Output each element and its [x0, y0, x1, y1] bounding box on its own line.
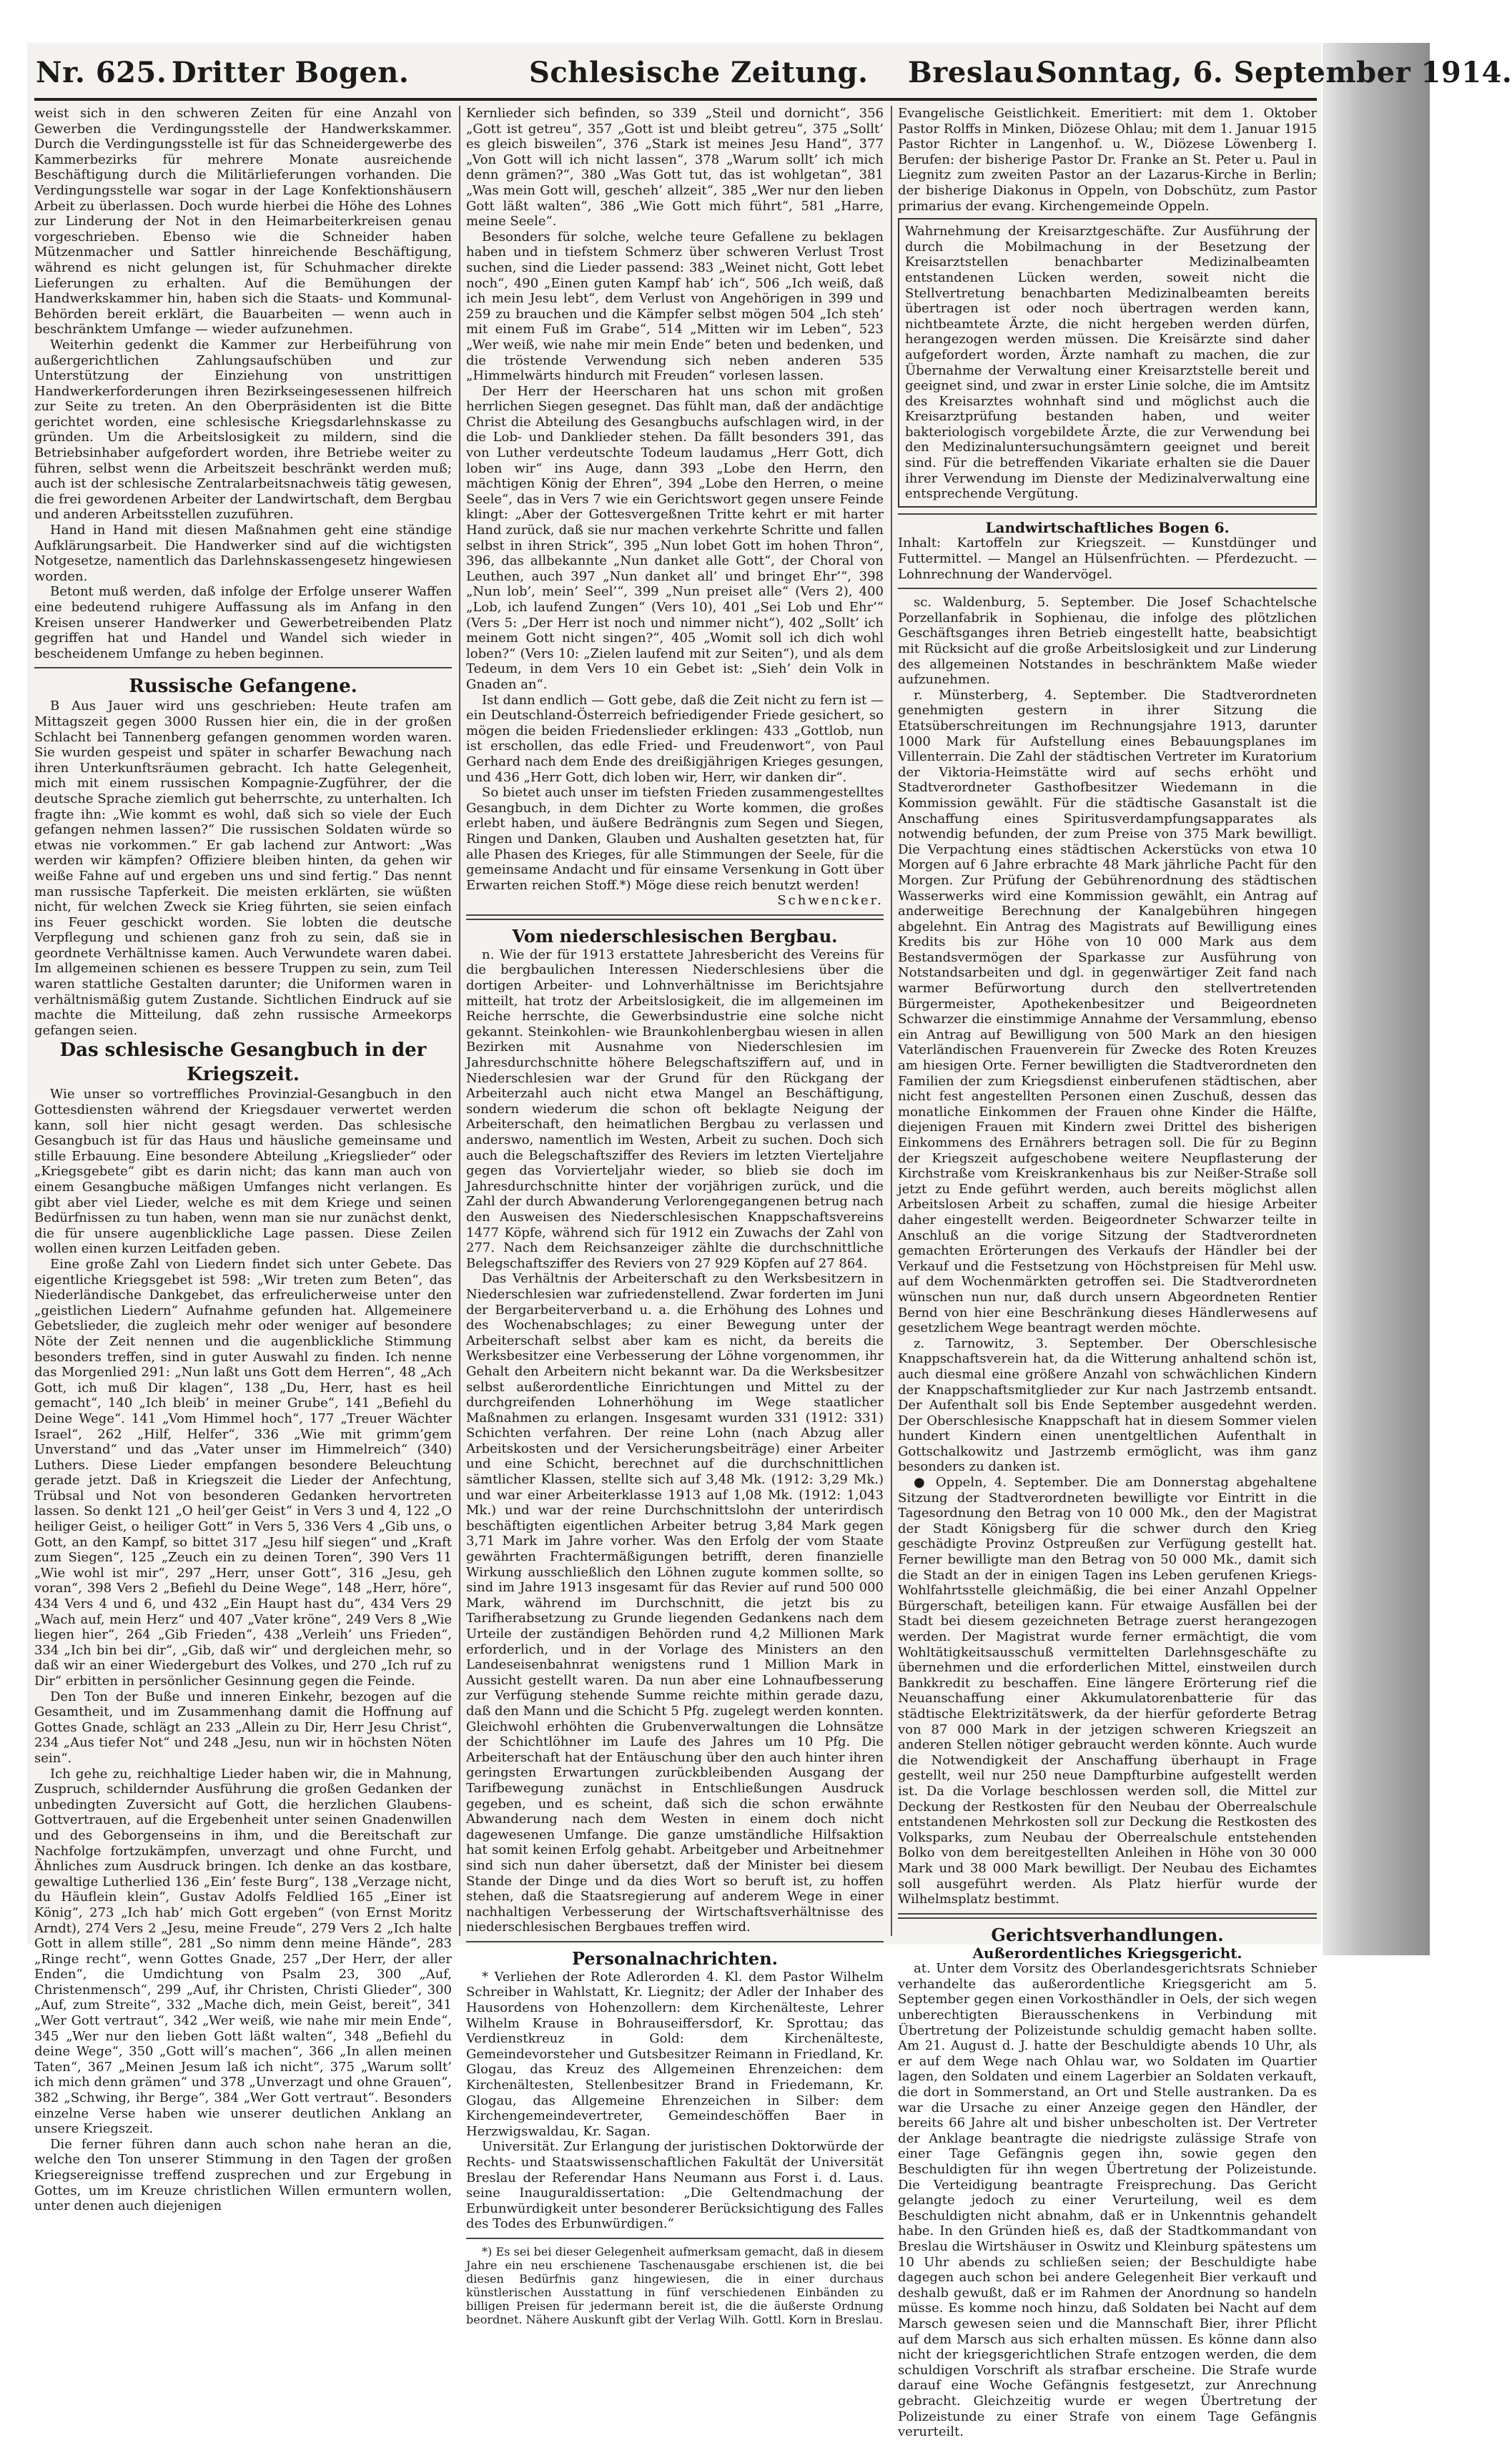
section-divider	[34, 667, 452, 668]
column-rule	[459, 106, 460, 1936]
paragraph: Betont muß werden, daß infolge der Erfolge unserer Waffen eine bedeutend ruhigere Auffassung als im Anfang in den Kreisen unserer Handwerker und Gewerbetreibenden Platz gegriffen hat und Handel und Wandel sich wieder in bescheidenem Umfange zu heben beginnen.	[34, 584, 452, 661]
headline-personalnachrichten: Personalnachrichten.	[572, 1947, 778, 1969]
subheadline-kriegsgericht: Außerordentliches Kriegsgericht.	[972, 1944, 1242, 1962]
paragraph: z. Tarnowitz, 3. September. Der Oberschlesische Knappschaftsverein hat, da die Witterung anhaltend schön ist, auch diesmal eine größere Anzahl von schwächlichen Kindern der Knappschaftsmitglieder zur Kur nach Jastrzemb entsandt. Der Aufenthalt soll bis Ende September ausgedehnt werden. Der Oberschlesische Knappschaft hat in diesem Sommer vielen hundert Kindern einen unentgeltlichen Aufenthalt in Gottschalkowitz und Jastrzemb ermöglicht, was ihm ganz besonders zu danken ist.	[898, 1335, 1317, 1475]
binding-edge-shadow	[1323, 43, 1430, 1955]
section-divider	[466, 914, 884, 920]
paragraph: Der Herr der Heerscharen hat uns schon mit großen herrlichen Siegen gesegnet. Das fühlt man, daß der andächtige Christ die Abteilung des Gesangbuchs aufschlagen wird, in der die Lob- und Danklieder stehen. Da fällt besonders 391, das von Luther verdeutschte Todeum laudamus „Herr Gott, dich loben wir“ ins Auge, dann 393 „Lobe den Herrn, den mächtigen König der Ehren“, 394 „Lobe den Herren, o meine Seele“, das in Vers 7 wie ein Gerichtswort gegen unsere Feinde klingt: „Aber der Gottesvergeßnen Tritte kehrt er mit harter Hand zurück, daß sie nur machen verkehrte Schritte und fallen selbst in ihren Strick“, 395 „Nun lobet Gott im hohen Thron“, 396, das allbekannte „Nun danket alle Gott“, der Choral von Leuthen, auch 397 „Nun danket all’ und bringet Ehr’“, 398 „Nun lob’, mein’ Seel’“, 399 „Nun preiset alle“ (Vers 2), 400 „Lob, ich laufend Zungen“ (Vers 10), 401 „Sei Lob und Ehr’“ (Vers 5: „Der Herr ist noch und nimmer nicht“), 402 „Sollt’ ich meinem Gott nicht singen?“, 405 „Womit soll ich dich wohl loben?“ (Vers 10: „Zielen laufend mit zur Seiten“), und als dem Tedeum, in dem Vers 10 ein Gebet ist: „Sieh’ dein Volk in Gnaden an“.	[466, 383, 884, 692]
column-2	[466, 106, 884, 2326]
section-divider	[898, 513, 1317, 515]
paragraph: at. Unter dem Vorsitz des Oberlandesgerichtsrats Schnieber verhandelte das außerordentliche Kriegsgericht am 5. September gegen einen Vorkosthändler in Oels, der sich wegen unberechtigten Bierausschenkens in Verbindung mit Übertretung der Polizeistunde schuldig gemacht haben sollte. Am 21. August d. J. hatte der Beschuldigte abends 10 Uhr, als er auf dem Wege nach Ohlau war, wo Soldaten im Quartier lagen, den Soldaten und einem Lagerbier an Soldaten verkauft, die dort in Sommerstand, an Ort und Stelle austranken. Da es war die Ursache zu einer Anzeige gegen den Händler, der bereits 66 Jahre alt und bisher unbescholten ist. Der Vertreter der Anklage beantragte die niedrigste zulässige Strafe von einer Tage Gefängnis gegen ihn, sowie gegen den Beschuldigten für ihn wegen Übertretung der Polizeistunde. Die Verteidigung beantragte Freisprechung. Das Gericht gelangte jedoch zu einer Verurteilung, weil es dem Beschuldigten nicht abnahm, daß er in Unkenntnis gehandelt habe. In den Gründen hieß es, daß der Stadtkommandant von Breslau die Wirtshäuser in Oswitz und Kleinburg spätestens um 10 Uhr abends zu schließen seien; der Beschuldigte habe dagegen auch schon bei andere Gelegenheit Bier verkauft und deshalb gewußt, daß er im Rahmen der Anordnung so handeln müsse. Es komme noch hinzu, daß Soldaten bei Nacht auf dem Marsch gewesen seien und die Mannschaft Bier, ihrer Pflicht auf dem Marsch aus sich erhalten müssen. Es könne dann also nicht der kriegsgerichtlichen Strafe entzogen werden, die dem schuldigen Vorschrift als strafbar erscheine. Die Strafe wurde darauf eine Woche Gefängnis festgesetzt, zur Anrechnung gebracht. Gleichzeitig wurde er wegen Übertretung der Polizeistunde zu einer Strafe von einem Tage Gefängnis verurteilt.	[898, 1961, 1317, 2440]
paragraph: Eine große Zahl von Liedern findet sich unter Gebete. Das eigentliche Kriegsgebet ist 598: „Wir treten zum Beten“, das Niederländische Dankgebet, das erfreulicherweise unter den „geistlichen Liedern“ Aufnahme gefunden hat. Allgemeinere Gebetslieder, die zugleich mehr oder weniger auf besondere Nöte der Zeit nennen und die augenblickliche Stimmung besonders treffen, sind in guter Auswahl zu finden. Ich nenne das Morgenlied 291: „Nun laßt uns Gott dem Herren“, 48 „Ach Gott, ich muß Dir klagen“, 138 „Du, Herr, hast es heil gemacht“, 140 „Ich bleib’ in meiner Grube“, 141 „Befiehl du Deine Wege“. 141 „Vom Himmel hoch“, 177 „Treuer Wächter Israel“, 262 „Hilf, Helfer“, 336 „Wie mit grimm’gem Unverstand“ und das „Vater unser im Himmelreich“ (340) Luthers. Diese Lieder empfangen besondere Beleuchtung gerade jetzt. Daß in Kriegszeit die Lieder der Anfechtung, Trübsal und Not von besonderen Gedanken hervortreten lassen. So denkt 121 „O heil’ger Geist“ in Vers 3 und 4, 122 „O heiliger Geist, o heiliger Gott“ in Vers 5, 336 Vers 4 „Gib uns, o Gott, an den Kampf, so bittet 317 „Jesu hilf siegen“ und „Kraft zum Siegen“, 125 „Zeuch ein zu deinen Toren“, 390 Vers 11 „Wie wohl ist mir“, 297 „Herr, unser Gott“, 316 „Jesu, geh voran“, 398 Vers 2 „Befiehl du Deine Wege“, 148 „Herr, höre“, 434 Vers 4 und 6, und 432 „Ein Haupt hast du“, 434 Vers 29 „Wach auf, mein Herz“ und 407 „Vater kröne“, 249 Vers 8 „Wie liegen hier“, 264 „Gib Frieden“, 438 „Verleih’ uns Frieden“, 334 „Ich bin bei dir“, „Gib, daß wir“ und dergleichen mehr, so daß wir an einer Wiedergeburt des Volkes, und 270 „Ich ruf zu Dir“ erbitten in persönlicher Gesinnung gegen die Feinde.	[34, 1256, 452, 1689]
paragraph: * Verliehen der Rote Adlerorden 4. Kl. dem Pastor Wilhelm Schreiber in Wahlstatt, Kr. Liegnitz; der Adler der Inhaber des Hausordens von Hohenzollern: dem Kirchenälteste, Lehrer Wilhelm Krause in Bohrauseiffersdorf, Kr. Sprottau; das Verdienstkreuz in Gold: dem Kirchenälteste, Gemeindevorsteher und Gutsbesitzer Reimann in Friedland, Kr. Glogau, das Kreuz des Allgemeinen Ehrenzeichen: dem Kirchenältesten, Stellenbesitzer Brand in Friedemann, Kr. Glogau, das Allgemeine Ehrenzeichen in Silber: dem Kirchengemeindevertreter, Gemeindeschöffen Baer in Herzwigswaldau, Kr. Sagan.	[466, 1969, 884, 2139]
paragraph: Wie unser so vortreffliches Provinzial-Gesangbuch in den Gottesdiensten während der Kriegsdauer verwertet werden kann, soll hier nicht gesagt werden. Das schlesische Gesangbuch ist für das Haus und häusliche gemeinsame und stille Erbauung. Eine besondere Abteilung „Kriegslieder“ oder „Kriegsgebete“ gibt es darin nicht; das kann man auch von einem Gesangbuche mäßigen Umfanges nicht verlangen. Es gibt aber viel Lieder, welche es mit dem Kriege und seinen Bedürfnissen zu tun haben, wenn man sie nur zunächst denkt, die für unsere augenblickliche Lage passen. Diese Zeilen wollen einen kurzen Leitfaden geben.	[34, 1087, 452, 1257]
issue-number: Nr. 625.	[36, 56, 167, 89]
paragraph: Ist dann endlich — Gott gebe, daß die Zeit nicht zu fern ist — ein Deutschland-Österreich befriedigender Friede gesichert, so mögen die beiden Friedenslieder erklingen: 433 „Gottlob, nun ist erschollen, das edle Fried- und Freudenwort“, von Paul Gerhard nach dem Ende des dreißigjährigen Krieges gesungen, und 436 „Herr Gott, dich loben wir, Herr, wir danken dir“.	[466, 692, 884, 785]
masthead-rule	[34, 98, 1317, 101]
paragraph: Ich gehe zu, reichhaltige Lieder haben wir, die in Mahnung, Zuspruch, schildernder Ausführung die großen Gedanken der unbedingten Zuversicht auf Gott, die herzlichen Glaubens-Gottvertrauen, auf die Ergebenheit unter seinen Gnadenwillen und des Geborgenseins in ihm, und die Bereitschaft zur Nachfolge fortzukämpfen, unverzagt und ohne Furcht, und Ähnliches zum Ausdruck bringen. Ich denke an das kostbare, gewaltige Lutherlied 136 „Ein’ feste Burg“, 138 „Verzage nicht, du Häuflein klein“, Gustav Adolfs Feldlied 165 „Einer ist König“, 273 „Ich hab’ mich Gott ergeben“ (von Ernst Moritz Arndt), 274 Vers 2 „Jesu, meine Freude“, 279 Vers 2 „Ich halte Gott in allem stille“, 281 „So nimm denn meine Hände“, 283 „Ringe recht“, wenn Gottes Gnade, 257 „Der Herr, der aller Enden“, die Umdichtung von Psalm 23, 300 „Auf, Christenmensch“, 299 „Auf, ihr Christen, Christi Glieder“, 300 „Auf, zum Streite“, 332 „Mache dich, mein Geist, bereit“, 341 „Wer Gott vertraut“, 342 „Wer weiß, wie nahe mir mein Ende“, 345 „Wer nur den lieben Gott läßt walten“, 348 „Befiehl du deine Wege“, 350 „Gott will’s machen“, 366 „In allen meinen Taten“, 367 „Meinen Jesum laß ich nicht“, 375 „Warum sollt’ ich mich denn grämen“ und 378 „Unverzagt und ohne Grauen“, 382 „Schwing, ihr Berge“, 384 „Wer Gott vertraut“. Besonders einzelne Verse haben wie unserer deutlichen Anklang an unsere Kriegszeit.	[34, 1766, 452, 2137]
author-signature: Schwencker.	[777, 893, 884, 909]
notice-box	[898, 218, 1317, 508]
contents-list: Inhalt: Kartoffeln zur Kriegszeit. — Kunstdünger und Futtermittel. — Mangel an Hülsenfrüchten. — Pferdezucht. — Lohnrechnung der Wandervögel.	[898, 535, 1317, 582]
paragraph: ● Oppeln, 4. September. Die am Donnerstag abgehaltene Sitzung der Stadtverordneten bewilligte vor Eintritt in die Tagesordnung den Betrag von 10 000 Mk., den der Magistrat der Stadt Königsberg für die schwer durch den Krieg geschädigte Provinz Ostpreußen zur Verfügung gestellt hat. Ferner bewilligte man den Betrag von 50 000 Mk., damit sich die Stadt an der in einigen Tagen ins Leben gerufenen Kriegs-Wohlfahrtsstelle gleichmäßig, die bei einer Anzahl Oppelner Bürgerschaft, beteiligen kann. Für etwaige Ausfällen bei der Stadt bei diesem gezeichneten Betrage zuerst herangezogen werden. Der Magistrat wurde ferner ermächtigt, die vom Wohltätigkeitsausschuß vermittelten Darlehnsgeschäfte zu übernehmen und die erforderlichen Mittel, einstweilen durch Bankkredit zu beschaffen. Eine längere Erörterung rief die Neuanschaffung einer Akkumulatorenbatterie für das städtische Elektrizitätswerk, da der hierfür geforderte Betrag von 87 000 Mark in der jetzigen schweren Kriegszeit an anderen Stellen nötiger gebraucht werden könnte. Auch wurde die Notwendigkeit der Anschaffung überhaupt in Frage gestellt, weil nur 250 neue Dampfturbine aufgestellt werden ist. Da die Vorlage beschlossen werden soll, die Mittel zur Deckung der Restkosten für den Neubau der Oberrealschule entstandenen Mehrkosten soll zur Deckung die Restkosten des Volksparks, zum Neubau der Oberrealschule entstehenden Bolko von dem bereitgestellten Anleihen in Höhe von 30 000 Mark und 38 000 Mark bewilligt. Der Neubau des Eichamtes soll ausgeführt werden. Als Platz hierfür wurde der Wilhelmsplatz bestimmt.	[898, 1475, 1317, 1907]
headline-russische-gefangene: Russische Gefangene.	[129, 676, 357, 698]
headline-gesangbuch: Das schlesische Gesangbuch in der Kriegszeit.	[59, 1039, 427, 1086]
paragraph: Den Ton der Buße und inneren Einkehr, bezogen auf die Gesamtheit, und im Zusammenhang damit die Hoffnung auf Gottes Gnade, schlägt an 233 „Allein zu Dir, Herr Jesu Christ“, 234 „Aus tiefer Not“ und 248 „Jesu, nun wir in höchsten Nöten sein“.	[34, 1689, 452, 1766]
date-label: Sonntag, 6. September 1914.	[1037, 56, 1512, 89]
paragraph: Das Verhältnis der Arbeiterschaft zu den Werksbesitzern in Niederschlesien war zufriedenstellend. Zwar forderten im Juni der Bergarbeiterverband u. a. die Erhöhung des Lohnes und des Wochenabschlages; zu einer Bewegung unter der Arbeiterschaft selbst aber kam es nicht, da bereits die Werksbesitzer eine Verbesserung der Löhne vorgenommen, ihr Gehalt den Arbeitern nicht bekannt war. Da die Werksbesitzer selbst außerordentliche Einrichtungen und Mittel zu der durchgreifenden Lohnerhöhung im Wege staatlicher Maßnahmen zu erlangen. Insgesamt wurden 331 (1912: 331) Schichten verfahren. Der reine Lohn (nach Abzug aller Arbeitskosten und der Versicherungsbeiträge) einer Arbeiter und eine Schicht, berechnet auf die durchschnittlichen sämtlicher Klassen, stellte sich auf 3,48 Mk. (1912: 3,29 Mk.) und war einer Arbeiterklasse 1913 auf 1,08 Mk. (1912: 1,043 Mk.) und war der reine Durchschnittslohn der unterirdisch beschäftigten eigentlichen Arbeiter betrug 3,84 Mark gegen 3,71 Mark im Jahre vorher. Was den Erfolg der vom Staate gewährten Frachtermäßigungen betrifft, deren finanzielle Wirkung ausschließlich den Löhnen zugute kommen sollte, so sind im Jahre 1913 insgesamt für das Revier auf rund 500 000 Mark, während im Durchschnitt, die jetzt bis zu Tarifherabsetzung zu Grunde liegenden Gedankens nach dem Urteile der zuständigen Behörden rund 4,2 Millionen Mark erforderlich, und in der Vorlage des Ministers an den Landeseisenbahnrat wenigstens rund 1 Million Mark in Aussicht gestellt waren. Da nun aber eine Lohnaufbesserung zur Verfügung stehende Summe reichte mithin gerade dazu, daß den Mann und die Schicht 5 Pfg. zugelegt werden konnten. Gleichwohl erhöhten die Grubenverwaltungen die Lohnsätze der Schichtlöhner im Laufe des Jahres um 10 Pfg. Die Arbeiterschaft hat der Entäuschung über den auch hinter ihren geringsten Erwartungen zurückbleibenden Ausgang der Tarifbewegung zunächst in Entschließungen Ausdruck gegeben, und es scheint, daß sich die schon erwähnte Abwanderung nach dem Westen in einem doch nicht dagewesenen Umfange. Die ganze umständliche Hilfsaktion hat somit keinen Erfolg gehabt. Arbeitgeber und Arbeitnehmer sind sich nun daher übersetzt, daß der Minister bei diesem Stande der Dinge und da dies Wort so beruft ist, zu hoffen stehen, daß die Staatsregierung auf anderem Wege in einer nachhaltigen Verbesserung der Wirtschaftsverhältnisse des niederschlesischen Bergbaues treffen wird.	[466, 1271, 884, 1935]
paragraph: sc. Waldenburg, 5. September. Die Josef Schachtelsche Porzellanfabrik in Sophienau, die infolge des plötzlichen Geschäftsganges ihren Betrieb eingestellt hatte, beabsichtigt mit Rücksicht auf die große Arbeitslosigkeit und zur Linderung des allgemeinen Notstandes in beschränktem Maße wieder aufzunehmen.	[898, 595, 1317, 688]
section-divider	[898, 1913, 1317, 1919]
footnote: *) Es sei bei dieser Gelegenheit aufmerksam gemacht, daß in diesem Jahre ein neu erschienene Taschenausgabe erschienen ist, die bei diesen Bedürfnis ganz hingewiesen, die in einer durchaus künstlerischen Ausstattung in fünf verschiedenen Einbänden zu billigen Preisen für jedermann bereit ist, die die äußerste Ordnung beordnet. Nähere Auskunft gibt der Verlag Wilh. Gottl. Korn in Breslau.	[466, 2244, 884, 2326]
section-label: Dritter Bogen.	[172, 56, 410, 89]
section-divider	[466, 1941, 884, 1942]
notice-text: Wahrnehmung der Kreisarztgeschäfte. Zur Ausführung der durch die Mobilmachung in der Besetzung der Kreisarztstellen benachbarter Medizinalbeamten entstandenen Lücken werden, soweit nicht die Stellvertretung benachbarten Medizinalbeamten bereits übertragen ist oder noch übertragen werden kann, nichtbeamtete Ärzte, die nicht hergeben werden dürfen, herangezogen werden müssen. Die Kreisärzte sind daher aufgefordert worden, Ärzte namhaft zu machen, die zur Übernahme der Verwaltung einer Kreisarztstelle bereit und geeignet sind, und zwar in erster Linie solche, die im Amtsitz des Kreisarztes wohnhaft sind und möglichst auch die Kreisarztprüfung bestanden haben, und weiter bakteriologisch vorgebildete Ärzte, die zur Verwendung bei den Medizinaluntersuchungsämtern geeignet und bereit sind. Für die betreffenden Vikariate erhalten sie die Dauer ihrer Verwendung im Dienste der Medizinalverwaltung eine entsprechende Vergütung.	[905, 224, 1310, 502]
headline-gerichtsverhandlungen: Gerichtsverhandlungen.	[991, 1924, 1224, 1945]
paragraph: Kernlieder sich befinden, so 339 „Steil und dornicht“, 356 „Gott ist getreu“, 357 „Gott ist und bleibt getreu“, 375 „Sollt’ es gleich bisweilen“, 376 „Stark ist meines Jesu Hand“, 377 „Von Gott will ich nicht lassen“, 378 „Warum sollt’ ich mich denn grämen?“, 380 „Was Gott tut, das ist wohlgetan“, 381 „Was mein Gott will, gescheh’ allzeit“, 385 „Wer nur den lieben Gott läßt walten“, 386 „Wie Gott mich führt“, 581 „Harre, meine Seele“.	[466, 106, 884, 229]
paragraph: Weiterhin gedenkt die Kammer zur Herbeiführung von außergerichtlichen Zahlungsaufschüben und zur Unterstützung der Einziehung von unstrittigen Handwerkerforderungen ihren Bezirkseingesessenen hilfreich zur Seite zu treten. An den Oberpräsidenten ist die Bitte gerichtet worden, eine schlesische Kriegsdarlehnskasse zu gründen. Um die Arbeitslosigkeit zu mildern, sind die Betriebsinhaber aufgefordert worden, ihre Betriebe weiter zu führen, selbst wenn die Arbeitszeit beschränkt werden muß; auch ist der schlesische Zentralarbeitsnachweis tätig gewesen, die frei gewordenen Arbeiter der Landwirtschaft, dem Bergbau und anderen Arbeitsstellen zuzuführen.	[34, 337, 452, 523]
column-1	[34, 106, 452, 2214]
footnote-divider	[466, 2238, 884, 2239]
paragraph: Universität. Zur Erlangung der juristischen Doktorwürde der Rechts- und Staatswissenschaftlichen Fakultät der Universität Breslau der Referendar Hans Neumann aus Forst i. d. Laus. seine Inauguraldissertation: „Die Geltendmachung der Erbunwürdigkeit unter besonderer Berücksichtigung des Falles des Todes des Erbunwürdigen.“	[466, 2139, 884, 2232]
newspaper-title: Schlesische Zeitung.	[529, 56, 869, 89]
paragraph: Hand in Hand mit diesen Maßnahmen geht eine ständige Aufklärungsarbeit. Die Handwerker sind auf die wichtigsten Notgesetze, namentlich das Darlehnskassengesetz hingewiesen worden.	[34, 523, 452, 584]
place-label: Breslau.	[908, 56, 1044, 89]
paragraph: Besonders für solche, welche teure Gefallene zu beklagen haben und in tiefstem Schmerz über schweren Verlust Trost suchen, sind die Lieder passend: 383 „Weinet nicht, Gott lebet noch“, 490 „Einen guten Kampf hab’ ich“, 506 „Ich weiß, daß ich mein Jesu lebt“, dem Verlust von Angehörigen in 399 und 259 zu brauchen und die Kämpfer selbst mögen 504 „Ich steh’ mit einem Fuß im Grabe“, 514 „Mitten wir im Leben“, 523 „Wer weiß, wie nahe mir mein Ende“ beten und bedenken, und die tröstende Verwendung sich neben anderen 535 „Himmelwärts hindurch mit Freuden“ vorlesen lassen.	[466, 229, 884, 384]
paragraph: weist sich in den schweren Zeiten für eine Anzahl von Gewerben die Verdingungsstelle der Handwerkskammer. Durch die Verdingungsstelle ist für das Schneidergewerbe des Kammerbezirks für mehrere Monate ausreichende Beschäftigung durch die Militärlieferungen vorhanden. Die Verdingungsstelle war sogar in der Lage Konfektionshäusern Arbeit zu überlassen. Doch wurde hierbei die Höhe des Lohnes zur Linderung der Not in den Heimarbeiterkreisen genau vorgeschrieben. Ebenso wie die Schneider haben Mützenmacher und Sattler hinreichende Beschäftigung, während es nicht gelungen ist, für Schuhmacher direkte Lieferungen zu erhalten. Auf die Bemühungen der Handwerkskammer hin, haben sich die Staats- und Kommunal-Behörden bereit erklärt, die Bauarbeiten — wenn auch in beschränktem Umfange — wieder aufzunehmen.	[34, 106, 452, 337]
paragraph: Die ferner führen dann auch schon nahe heran an die, welche den Ton unserer Stimmung in den Tagen der großen Kriegsereignisse treffend zusprechen und zur Ergebung in Gottes, um im Kreuze christlichen Willen ermuntern wollen, unter denen auch diejenigen	[34, 2136, 452, 2214]
paragraph: r. Münsterberg, 4. September. Die Stadtverordneten genehmigten gestern in ihrer Sitzung die Etatsüberschreitungen im Rechnungsjahre 1913, darunter 1000 Mark für Aufstellung eines Bebauungsplanes im Villenterrain. Die Zahl der städtischen Vertreter im Kuratorium der Viktoria-Heimstätte wird auf sechs erhöht und Stadtverordneter Gasthofbesitzer Wiedemann in die Kommission gewählt. Für die städtische Gasanstalt ist die Anschaffung eines Spiritusverdampfungsapparates als notwendig befunden, der zum Preise von 375 Mark bewilligt. Die Verpachtung eines städtischen Ackerstücks von etwa 10 Morgen auf 6 Jahre erbrachte 48 Mark jährliche Pacht für den Morgen. Zur Prüfung der Gebührenordnung des städtischen Wasserwerks wird eine Kommission gewählt, ein Antrag auf anderweitige Berechnung der Kanalgebühren hingegen abgelehnt. Ein Antrag des Magistrats auf Bewilligung eines Kredits bis zur Höhe von 10 000 Mark aus dem Bestandsvermögen der Sparkasse zur Ausführung von Notstandsarbeiten und dgl. in gegenwärtiger Zeit fand nach warmer Befürwortung durch den stellvertretenden Bürgermeister, Apothekenbesitzer und Beigeordneten Schwarzer die einstimmige Annahme der Versammlung, ebenso ein Antrag auf Bewilligung von 500 Mark an den hiesigen Vaterländischen Frauenverein für Zwecke des Roten Kreuzes am hiesigen Orte. Ferner bewilligten die Stadtverordneten den Familien der zum Kriegsdienst einberufenen städtischen, aber nicht fest angestellten Personen einen Zuschuß, dessen das monatliche Einkommen der Frauen ohne Kinder die Hälfte, diejenigen Frauen mit Kindern zwei Drittel des bisherigen Einkommens des Ernährers betragen soll. Die für zu Beginn der Kriegszeit aufgeschobene weitere Neupflasterung der Kirchstraße vom Kreiskrankenhaus bis zur Neißer-Straße soll jetzt zu Ende geführt werden, auch bereits möglichst allen Arbeitslosen Arbeit zu schaffen, zumal die hiesige Arbeiter daher eingestellt werden. Beigeordneter Schwarzer teilte in Anschluß an die vorige Sitzung der Stadtverordneten gemachten Erörterungen des Verkaufs der Händler bei der Verkauf und die Festsetzung von Höchstpreisen für Mehl usw. auf dem Wochenmärkten getroffen sei. Die Stadtverordneten wünschen nun nur, daß durch unsern Abgeordneten Rentier Bernd von hier eine Beschränkung dieses Händlerwesens auf gesetzlichem Wege beantragt werden möchte.	[898, 687, 1317, 1336]
paragraph: Evangelische Geistlichkeit. Emeritiert: mit dem 1. Oktober Pastor Rolffs in Minken, Diözese Ohlau; mit dem 1. Januar 1915 Pastor Richter in Langenhof. u. W., Diözese Löwenberg I. Berufen: der bisherige Pastor Dr. Franke an St. Peter u. Paul in Liegnitz zum zweiten Pastor an der Lazarus-Kirche in Berlin; der bisherige Diakonus in Oppeln, von Dobschütz, zum Pastor primarius der evang. Kirchengemeinde Oppeln.	[898, 106, 1317, 214]
section-divider	[898, 588, 1317, 589]
paragraph: So bietet auch unser im tiefsten Frieden zusammengestelltes Gesangbuch, in dem Dichter zu Worte kommen, die großes erlebt haben, und äußere Bedrängnis zum Segen und Siegen, Ringen und Danken, Glauben und Aushalten gesetzten hat, für alle Phasen des Krieges, für alle Stimmungen der Seele, für die gemeinsame Andacht und für einsame Versenkung in Gott über Erwarten reichen Stoff.*) Möge diese reich benutzt werden!	[466, 785, 884, 893]
column-rule	[891, 106, 892, 1936]
headline-bergbau: Vom niederschlesischen Bergbau.	[512, 925, 838, 947]
masthead	[36, 56, 1512, 99]
headline-landwirtschaft: Landwirtschaftliches Bogen 6.	[985, 518, 1230, 536]
column-3	[898, 106, 1317, 2440]
paragraph: B Aus Jauer wird uns geschrieben: Heute trafen am Mittagszeit gegen 3000 Russen hier ein, die in der großen Schlacht bei Tannenberg gefangen genommen worden waren. Sie wurden gespeist und später in scharfer Bewachung nach ihren Unterkunftsräumen gebracht. Ich hatte Gelegenheit, mich mit einem russischen Kompagnie-Zugführer, der die deutsche Sprache ziemlich gut beherrschte, zu unterhalten. Ich fragte ihn: „Wie kommt es wohl, daß sich so viele der Euch gefangen nehmen lassen?“ Die russischen Soldaten würde so etwas nie vorkommen.“ Er gab lachend zur Antwort: „Was werden wir kämpfen? Offiziere bleiben hinten, da gehen wir weiße Fahne auf und ergeben uns und sind fertig.“ Das nennt man russische Tapferkeit. Die meisten erklärten, sie wüßten nicht, für welchen Zweck sie Krieg führten, sie seien einfach ins Feuer geschickt worden. Sie lobten die deutsche Verpflegung und schienen ganz froh zu sein, daß sie in geordnete Verhältnisse kamen. Auch Verwundete waren dabei. Im allgemeinen schienen es bessere Truppen zu sein, zum Teil waren stattliche Gestalten darunter; die Uniformen waren in verhältnismäßig gutem Zustande. Sichtlichen Eindruck auf sie machte die Mitteilung, daß zehn russische Armeekorps gefangen seien.	[34, 698, 452, 1038]
paragraph: n. Wie der für 1913 erstattete Jahresbericht des Vereins für die bergbaulichen Interessen Niederschlesiens über die dortigen Arbeiter- und Lohnverhältnisse im Berichtsjahre mitteilt, hat trotz der Arbeitslosigkeit, die im allgemeinen im Reiche herrschte, die Gewerbsindustrie eine solche nicht gekannt. Steinkohlen- wie Braunkohlenbergbau wiesen in allen Bezirken mit Ausnahme von Niederschlesien im Jahresdurchschnitte höhere Belegschaftsziffern auf, und in Niederschlesien war der Grund für den Rückgang der Arbeiterzahl auch nicht etwa Mangel an Beschäftigung, sondern wiederum die schon oft beklagte Neigung der Arbeiterschaft, den heimatlichen Bergbau zu verlassen und anderswo, namentlich im Westen, Arbeit zu suchen. Doch sich auch die Belegschaftsziffer des Reviers im letzten Vierteljahre gegen das Vorvierteljahr wieder, so blieb sie doch im Jahresdurchschnitte hinter der vorjährigen zurück, und die Zahl der durch Abwanderung Verlorengegangenen betrug nach den Ausweisen des Niederschlesischen Knappschaftsvereins 1477 Köpfe, während sich für 1912 ein Zuwachs der Zahl von 277. Nach dem Reichsanzeiger zählte die durchschnittliche Belegschaftsziffer des Reviers von 27 929 Köpfen auf 27 864.	[466, 947, 884, 1271]
